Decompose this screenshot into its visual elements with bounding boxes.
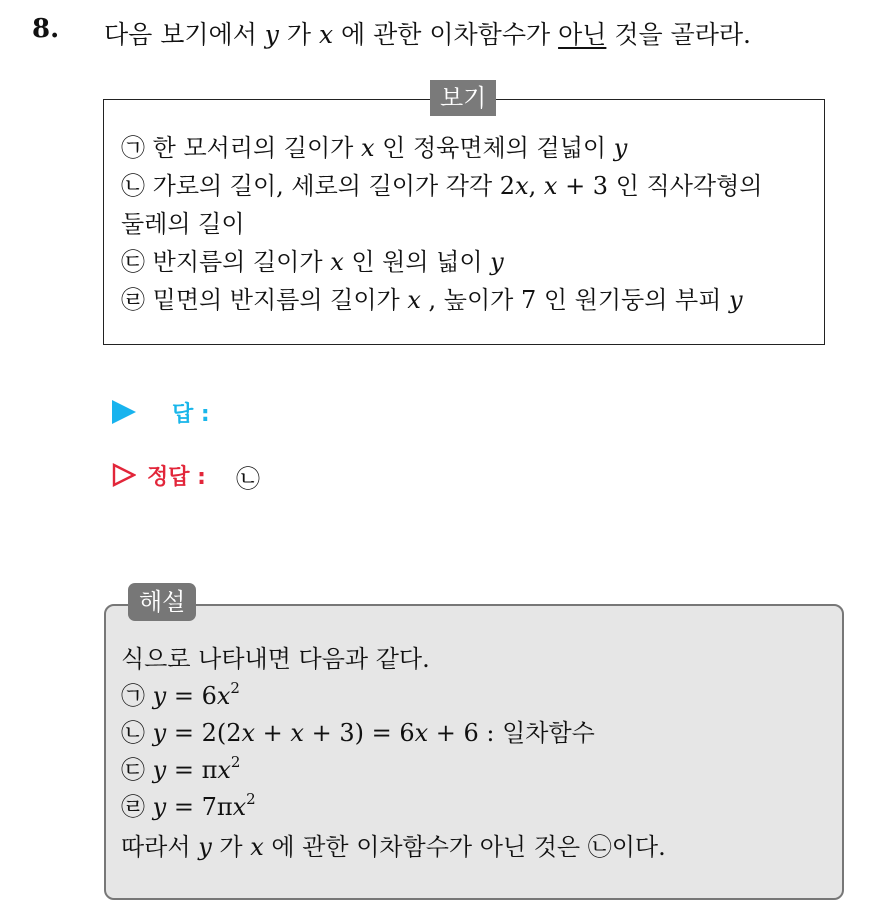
var-y: y xyxy=(613,134,628,162)
equation-text: = π xyxy=(166,756,218,784)
circle-mark: ㉢ xyxy=(121,248,145,276)
var-x: x xyxy=(330,248,344,276)
answer-triangle-icon xyxy=(112,400,136,424)
equation-text: + 3) = 6 xyxy=(303,719,415,747)
var-x: x xyxy=(361,134,375,162)
bogi-item-3 xyxy=(121,247,504,277)
solution-line-4 xyxy=(121,792,256,822)
var-x: x xyxy=(407,286,421,314)
exponent: 2 xyxy=(230,753,241,771)
conclusion-text: 에 관한 이차함수가 아닌 것은 xyxy=(263,833,588,861)
correct-answer-value: ㉡ xyxy=(236,465,260,493)
correct-answer-label: 정답 : xyxy=(147,465,206,490)
circle-mark: ㉡ xyxy=(587,833,612,861)
var-x: x xyxy=(216,682,231,710)
var-y: y xyxy=(490,248,504,276)
correct-triangle-outline-icon xyxy=(112,463,136,487)
var-x: x xyxy=(241,719,256,747)
var-y: y xyxy=(729,286,743,314)
var-y: y xyxy=(264,20,279,49)
circle-mark: ㉣ xyxy=(121,286,145,314)
item-text: , xyxy=(528,172,544,200)
equation-text: = 2(2 xyxy=(166,719,242,747)
var-x: x xyxy=(232,793,247,821)
item-text: 둘레의 길이 xyxy=(121,210,245,238)
question-text-part: 에 관한 이차함수가 xyxy=(333,20,559,49)
var-y: y xyxy=(152,756,167,784)
answer-label: 답 : xyxy=(172,402,210,427)
bogi-title: 보기 xyxy=(430,80,496,116)
conclusion-text: 따라서 xyxy=(121,833,199,861)
bogi-item-1 xyxy=(121,133,627,163)
underlined-word: 아닌 xyxy=(558,20,607,49)
item-text: 밑면의 반지름의 길이가 xyxy=(145,286,408,314)
item-text: 한 모서리의 길이가 xyxy=(145,134,361,162)
equation-text: = 6 xyxy=(166,682,217,710)
conclusion-text: 가 xyxy=(211,833,251,861)
solution-line-3 xyxy=(121,755,240,785)
question-text-part: 것을 골라라. xyxy=(606,20,751,49)
var-x: x xyxy=(414,719,429,747)
var-y: y xyxy=(198,833,212,861)
solution-line-2 xyxy=(121,718,595,748)
conclusion-text: 이다. xyxy=(611,833,666,861)
question-text-part: 가 xyxy=(278,20,319,49)
item-text: 가로의 길이, 세로의 길이가 각각 2 xyxy=(145,172,516,200)
var-x: x xyxy=(543,172,558,200)
exponent: 2 xyxy=(246,790,256,808)
solution-intro: 식으로 나타내면 다음과 같다. xyxy=(121,645,430,673)
solution-title: 해설 xyxy=(128,583,196,621)
var-x: x xyxy=(515,172,529,200)
item-text: 인 원의 넓이 xyxy=(343,248,491,276)
var-y: y xyxy=(152,793,167,821)
circle-mark: ㉡ xyxy=(121,172,145,200)
circle-mark: ㉡ xyxy=(121,719,145,747)
question-text-part: 다음 보기에서 xyxy=(104,20,265,49)
var-x: x xyxy=(250,833,264,861)
item-text: + 3 인 직사각형의 xyxy=(557,172,763,200)
bogi-item-2 xyxy=(121,171,762,201)
equation-text: + 6 : 일차함수 xyxy=(428,719,595,747)
item-text: , 높이가 7 인 원기둥의 부피 xyxy=(420,286,730,314)
bogi-item-2-cont xyxy=(121,209,245,239)
question-number: 8. xyxy=(32,14,60,44)
bogi-item-4 xyxy=(121,285,743,315)
item-text: 반지름의 길이가 xyxy=(145,248,331,276)
question-text xyxy=(104,15,751,51)
var-x: x xyxy=(318,20,334,49)
equation-text: + xyxy=(255,719,291,747)
item-text: 인 정육면체의 겉넓이 xyxy=(374,134,614,162)
solution-line-1 xyxy=(121,681,240,711)
var-y: y xyxy=(152,682,167,710)
circle-mark: ㉠ xyxy=(121,134,145,162)
equation-text: = 7π xyxy=(166,793,233,821)
var-x: x xyxy=(217,756,231,784)
solution-conclusion xyxy=(121,832,666,862)
var-y: y xyxy=(152,719,167,747)
circle-mark: ㉣ xyxy=(121,793,145,821)
var-x: x xyxy=(290,719,304,747)
exponent: 2 xyxy=(230,679,240,697)
circle-mark: ㉠ xyxy=(121,682,145,710)
circle-mark: ㉢ xyxy=(121,756,145,784)
